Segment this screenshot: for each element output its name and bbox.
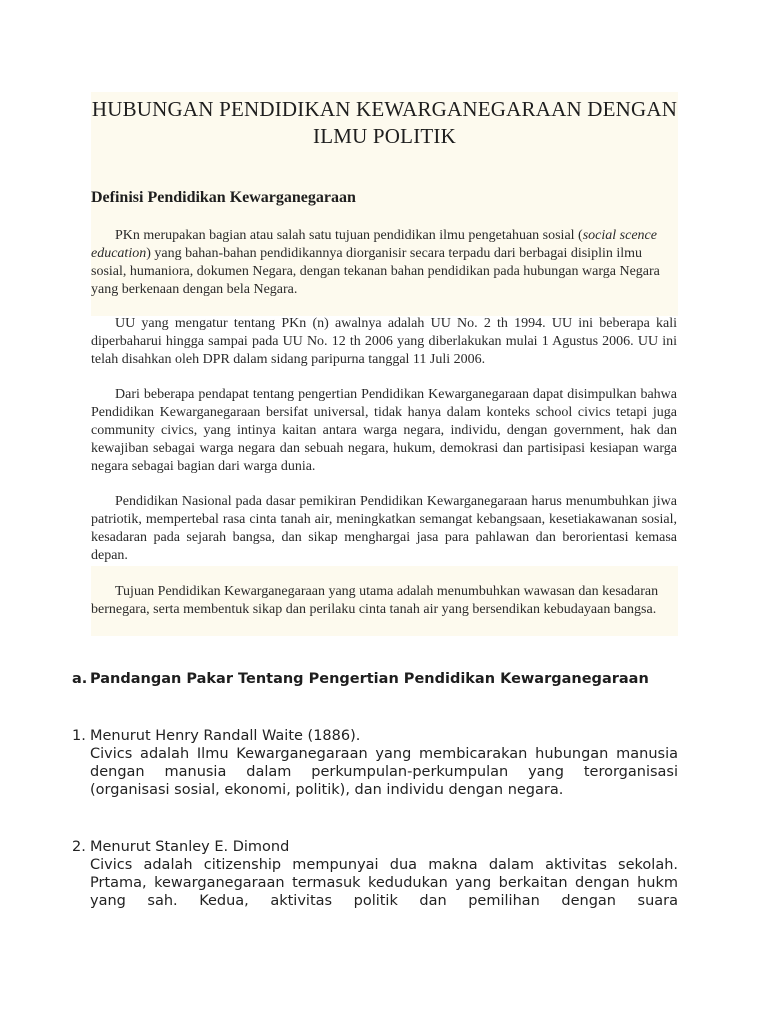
paragraph-1-text-start: PKn merupakan bagian atau salah satu tujuan pendidikan ilmu pengetahuan sosial ( (115, 228, 583, 243)
section-heading: Definisi Pendidikan Kewarganegaraan (91, 189, 356, 206)
list-item-body: Civics adalah citizenship mempunyai dua makna dalam aktivitas sekolah. Prtama, kewarganegaraan termasuk kedudukan yang berkaitan dengan hukm yang sah. Kedua, aktivitas politik dan pemilihan dengan suara (90, 857, 678, 909)
document-title: HUBUNGAN PENDIDIKAN KEWARGANEGARAAN DENGAN ILMU POLITIK (91, 97, 678, 148)
paragraph-5-text: Tujuan Pendidikan Kewarganegaraan yang utama adalah menumbuhkan wawasan dan kesadaran bernegara, serta membentuk sikap dan perilaku cinta tanah air yang bersendikan kebudayaan bangsa. (91, 584, 659, 617)
section-a-text: Pandangan Pakar Tentang Pengertian Pendidikan Kewarganegaraan (90, 671, 649, 687)
section-a-heading (72, 670, 678, 689)
paragraph-1-italic-term: social scence education (91, 228, 657, 261)
paragraph-2-text: UU yang mengatur tentang PKn (n) awalnya adalah UU No. 2 th 1994. UU ini beberapa kali diperbaharui hingga sampai pada UU No. 12 th 2006 yang diberlakukan mulai 1 Agustus 2006. UU ini telah disahkan oleh DPR dalam sidang paripurna tanggal 11 Juli 2006. (91, 316, 677, 367)
paragraph-4 (91, 493, 677, 565)
paragraph-2 (91, 315, 677, 369)
list-item-number: 1. (72, 728, 86, 744)
section-a-marker: a. (72, 671, 88, 687)
list-item-heading: Menurut Henry Randall Waite (1886). (90, 728, 361, 744)
paragraph-3 (91, 386, 677, 476)
paragraph-1-text-end: ) yang bahan-bahan pendidikannya diorganisir secara terpadu dari berbagai disiplin ilmu sosial, humaniora, dokumen Negara, dengan tekanan bahan pendidikan pada hubungan warga Negara yang berkenaan dengan bela Negara. (91, 246, 660, 297)
list-item-heading: Menurut Stanley E. Dimond (90, 839, 290, 855)
list-item-number: 2. (72, 839, 86, 855)
paragraph-4-text: Pendidikan Nasional pada dasar pemikiran Pendidikan Kewarganegaraan harus menumbuhkan jiwa patriotik, mempertebal rasa cinta tanah air, meningkatkan semangat kebangsaan, kesetiakawanan sosial, kesadaran pada sejarah bangsa, dan sikap menghargai jasa para pahlawan dan berorientasi kemasa depan. (91, 494, 677, 563)
list-item (72, 727, 678, 799)
paragraph-5 (91, 583, 677, 619)
paragraph-3-text: Dari beberapa pendapat tentang pengertian Pendidikan Kewarganegaraan dapat disimpulkan bahwa Pendidikan Kewarganegaraan bersifat universal, tidak hanya dalam konteks school civics tetapi juga community civics, yang intinya kaitan antara warga negara, individu, dengan government, hak dan kewajiban sebagai warga negara dan sebuah negara, hukum, demokrasi dan partisipasi kesiapan warga negara sebagai bagian dari warga dunia. (91, 387, 677, 474)
list-item-body: Civics adalah Ilmu Kewarganegaraan yang membicarakan hubungan manusia dengan manusia dalam perkumpulan-perkumpulan yang terorganisasi (organisasi sosial, ekonomi, politik), dan individu dengan negara. (90, 746, 678, 798)
list-item (72, 838, 678, 910)
paragraph-1 (91, 227, 677, 299)
